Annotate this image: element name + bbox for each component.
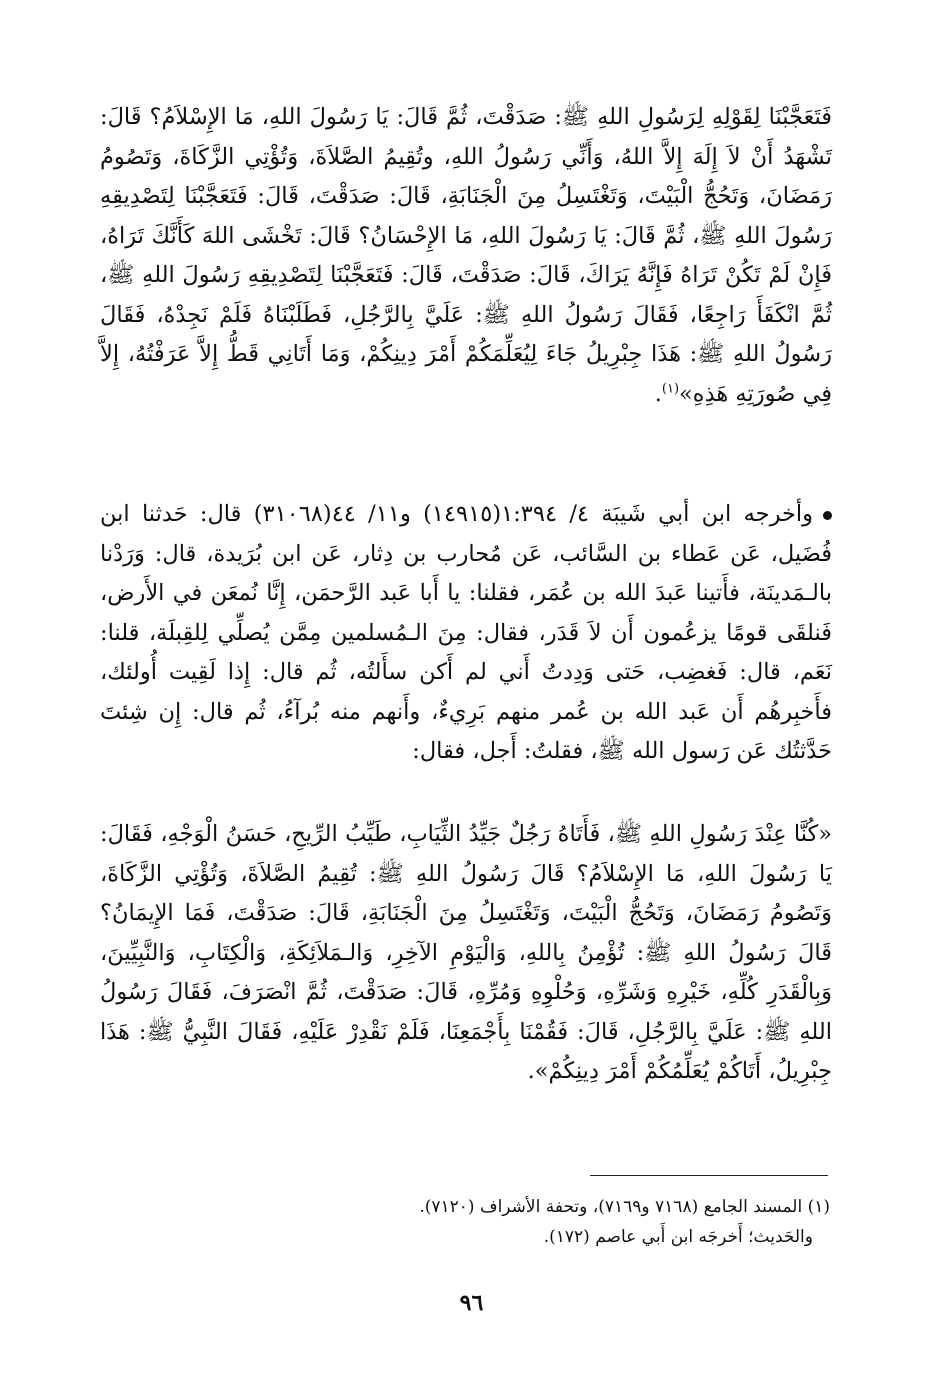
paragraph-text: فَتَعَجَّبْنَا لِقَوْلِهِ لِرَسُولِ اللهِ ﷺ: صَدَقْتَ، ثُمَّ قَالَ: يَا رَسُولَ اللهِ، مَا الإِسْلاَمُ؟ قَالَ: تَشْهَدُ أَنْ لاَ إِلَهَ إِلاَّ اللهُ، وَأَنِّي رَسُولُ اللهِ، وتُقِيمُ الصَّلاَةَ، وَتُؤْتِي الزَّكَاةَ، وَتَصُومُ رَمَضَانَ، وَتَحُجُّ الْبَيْتَ، وَتَغْتَسِلُ مِنَ الْجَنَابَةِ، قَالَ: صَدَقْتَ، قَالَ: فَتَعَجَّبْنَا لِتَصْدِيقِهِ رَسُولَ اللهِ ﷺ، ثُمَّ قَالَ: يَا رَسُولَ اللهِ، مَا الإِحْسَانُ؟ قَالَ: تَخْشَى اللهَ كَأَنَّكَ تَرَاهُ، فَإِنْ لَمْ تَكُنْ تَرَاهُ فَإِنَّهُ يَرَاكَ، قَالَ: صَدَقْتَ، قَالَ: فَتَعَجَّبْنَا لِتَصْدِيقِهِ رَسُولَ اللهِ ﷺ، ثُمَّ انْكَفَأَ رَاجِعًا، فَقَالَ رَسُولُ اللهِ ﷺ: عَلَيَّ بِالرَّجُلِ، فَطَلَبْنَاهُ فَلَمْ نَجِدْهُ، فَقَالَ رَسُولُ اللهِ ﷺ: هَذَا جِبْرِيلُ جَاءَ لِيُعَلِّمَكُمْ أَمْرَ دِينِكُمْ، وَمَا أَتَانِي قَطُّ إِلاَّ عَرَفْتُهُ، إِلاَّ فِي صُورَتِهِ هَذِهِ»: [100, 104, 832, 407]
footnote-continuation: والحَديث؛ أَخرجَه ابن أَبي عاصم (١٧٢).: [543, 1227, 813, 1247]
paragraph-text: «كُنَّا عِنْدَ رَسُولِ اللهِ ﷺ، فَأَتَاهُ رَجُلٌ جَيِّدُ الثِّيَابِ، طَيِّبُ الرِّيحِ، حَسَنُ الْوَجْهِ، فَقَالَ: يَا رَسُولَ اللهِ، مَا الإِسْلاَمُ؟ قَالَ رَسُولُ اللهِ ﷺ: تُقِيمُ الصَّلاَةَ، وَتُؤْتِي الزَّكَاةَ، وَتَصُومُ رَمَضَانَ، وَتَحُجُّ الْبَيْتَ، وَتَغْتَسِلُ مِنَ الْجَنَابَةِ، قَالَ: صَدَقْتَ، فَمَا الإِيمَانُ؟ قَالَ رَسُولُ اللهِ ﷺ: تُؤْمِنُ بِاللهِ، وَالْيَوْمِ الآخِرِ، وَالـمَلاَئِكَةِ، وَالْكِتَابِ، وَالنَّبِيِّينَ، وَبِالْقَدَرِ كُلِّهِ، خَيْرِهِ وَشَرِّهِ، وَحُلْوِهِ وَمُرِّهِ، قَالَ: صَدَقْتَ، ثُمَّ انْصَرَفَ، فَقَالَ رَسُولُ اللهِ ﷺ: عَلَيَّ بِالرَّجُلِ، قَالَ: فَقُمْنَا بِأَجْمَعِنَا، فَلَمْ نَقْدِرْ عَلَيْهِ، فَقَالَ النَّبِيُّ ﷺ: هَذَا جِبْرِيلُ، أَتَاكُمْ يُعَلِّمُكُمْ أَمْرَ دِينِكُمْ».: [100, 821, 832, 1084]
page-number: ٩٦: [459, 1290, 484, 1316]
paragraph-hadith-text: [100, 815, 832, 1092]
paragraph-end-punctuation: .: [654, 380, 662, 407]
footnote-reference: (١): [661, 381, 680, 396]
bullet-icon: [823, 511, 832, 520]
paragraph-hadith-continuation: [100, 98, 832, 414]
footnote-1: (١) المسند الجامع (٧١٦٨ و٧١٦٩)، وتحفة الأشراف (٧١٢٠).: [419, 1197, 830, 1217]
paragraph-takhrij: [100, 495, 832, 772]
paragraph-text: وأخرجه ابن أبي شَيبَة ٤/ ١:٣٩٤(١٤٩١٥) و١١/ ٤٤(٣١٠٦٨) قال: حَدثنا ابن فُضَيل، عَن عَطاء بن السَّائب، عَن مُحارب بن دِثار، عَن ابن بُرَيدة، قال: وَرَدْنا بالـمَدينَة، فأَتينا عَبدَ الله بن عُمَر، فقلنا: يا أَبا عَبد الرَّحمَن، إِنَّا نُمعَن في الأَرض، فَنلقَى قومًا يزعُمون أَن لاَ قَدَر، فقال: مِنَ الـمُسلمين مِمَّن يُصلِّي لِلقِبلَة، قلنا: نَعَم، قال: فَغضِب، حَتى وَدِدتُ أَني لم أَكن سأَلتُه، ثُم قال: إِذا لَقِيت أُولئك، فأَخبِرهُم أَن عَبد الله بن عُمر منهم بَرِيءٌ، وأَنهم منه بُرآءُ، ثُم قال: إِن شِئتَ حَدَّثتُك عَن رَسول الله ﷺ، فقلتُ: أَجل، فقال:: [100, 501, 832, 764]
footnote-divider: [590, 1175, 828, 1176]
